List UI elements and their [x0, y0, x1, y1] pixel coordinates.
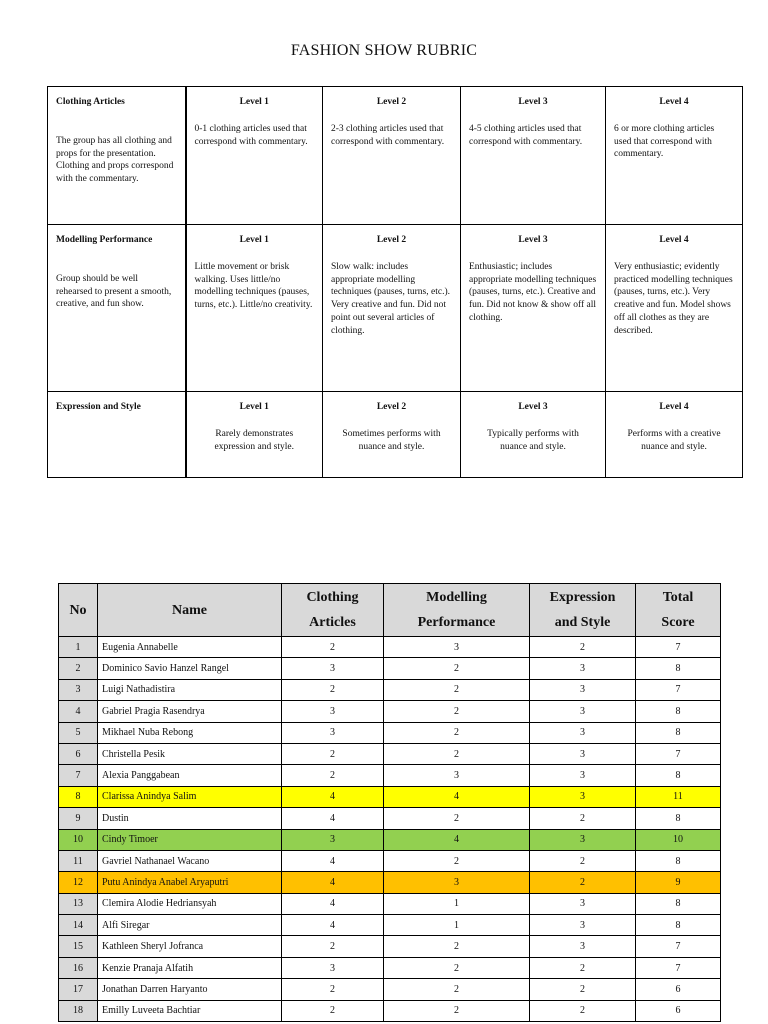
- cell-modelling: 2: [384, 701, 530, 722]
- cell-expression: 3: [530, 722, 636, 743]
- level-label: Level 4: [659, 97, 689, 107]
- cell-name: Clarissa Anindya Salim: [98, 786, 282, 807]
- cell-clothing: 4: [282, 850, 384, 871]
- table-row: [59, 957, 721, 978]
- cell-modelling: 1: [384, 893, 530, 914]
- cell-no: 17: [59, 979, 98, 1000]
- level-cell: [323, 225, 461, 392]
- cell-expression: 2: [530, 872, 636, 893]
- cell-expression: 2: [530, 957, 636, 978]
- cell-total: 7: [636, 679, 721, 700]
- cell-clothing: 2: [282, 679, 384, 700]
- level-description: 4-5 clothing articles used that correspond with commentary.: [469, 123, 583, 147]
- cell-total: 8: [636, 808, 721, 829]
- table-row: [59, 658, 721, 679]
- cell-expression: 3: [530, 701, 636, 722]
- level-description: 6 or more clothing articles used that correspond with commentary.: [614, 123, 715, 160]
- cell-no: 16: [59, 957, 98, 978]
- level-description: Enthusiastic; includes appropriate modelling techniques (pauses, turns, etc.). Creative and fun. Did not know & show off all clothing.: [469, 261, 597, 324]
- cell-no: 10: [59, 829, 98, 850]
- level-description: Slow walk: includes appropriate modelling techniques (pauses, turns, etc.). Very creative and fun. Did not point out several articles of clothing.: [331, 261, 450, 336]
- cell-expression: 3: [530, 786, 636, 807]
- cell-modelling: 3: [384, 637, 530, 658]
- level-label: Level 4: [659, 235, 689, 245]
- cell-expression: 2: [530, 808, 636, 829]
- page-title: FASHION SHOW RUBRIC: [290, 42, 478, 59]
- table-row: [59, 743, 721, 764]
- scores-header-row: [59, 584, 721, 637]
- cell-clothing: 4: [282, 915, 384, 936]
- cell-modelling: 3: [384, 872, 530, 893]
- cell-clothing: 2: [282, 765, 384, 786]
- cell-name: Emilly Luveeta Bachtiar: [98, 1000, 282, 1021]
- cell-total: 7: [636, 957, 721, 978]
- table-row: [59, 915, 721, 936]
- cell-no: 18: [59, 1000, 98, 1021]
- level-cell: [186, 87, 323, 225]
- level-description: Very enthusiastic; evidently practiced modelling techniques (pauses, turns, etc.). Very creative and fun. Model shows off all clothes as they are described.: [614, 261, 733, 336]
- header-expression-style: Expression and Style: [530, 584, 636, 637]
- cell-expression: 3: [530, 829, 636, 850]
- level-description: Performs with a creative nuance and style.: [627, 428, 721, 452]
- cell-clothing: 4: [282, 893, 384, 914]
- cell-total: 7: [636, 743, 721, 764]
- cell-name: Christella Pesik: [98, 743, 282, 764]
- cell-clothing: 3: [282, 957, 384, 978]
- cell-name: Alexia Panggabean: [98, 765, 282, 786]
- cell-modelling: 4: [384, 829, 530, 850]
- level-cell: [323, 87, 461, 225]
- cell-modelling: 2: [384, 936, 530, 957]
- cell-name: Mikhael Nuba Rebong: [98, 722, 282, 743]
- cell-no: 15: [59, 936, 98, 957]
- level-cell: [186, 225, 323, 392]
- cell-no: 2: [59, 658, 98, 679]
- cell-expression: 3: [530, 893, 636, 914]
- table-row: [59, 679, 721, 700]
- criterion-name: Expression and Style: [56, 402, 141, 412]
- header-no: No: [59, 584, 98, 637]
- cell-no: 5: [59, 722, 98, 743]
- cell-name: Cindy Timoer: [98, 829, 282, 850]
- cell-modelling: 2: [384, 658, 530, 679]
- table-row: [59, 722, 721, 743]
- cell-clothing: 2: [282, 936, 384, 957]
- cell-name: Kenzie Pranaja Alfatih: [98, 957, 282, 978]
- cell-total: 8: [636, 658, 721, 679]
- cell-name: Kathleen Sheryl Jofranca: [98, 936, 282, 957]
- level-cell: [186, 392, 323, 478]
- cell-total: 7: [636, 936, 721, 957]
- level-description: Typically performs with nuance and style.: [487, 428, 579, 452]
- cell-name: Luigi Nathadistira: [98, 679, 282, 700]
- cell-name: Dominico Savio Hanzel Rangel: [98, 658, 282, 679]
- cell-expression: 3: [530, 658, 636, 679]
- header-modelling-performance: Modelling Performance: [384, 584, 530, 637]
- criterion-name: Modelling Performance: [56, 235, 153, 245]
- cell-clothing: 2: [282, 979, 384, 1000]
- cell-expression: 3: [530, 743, 636, 764]
- criterion-description: Group should be well rehearsed to present a smooth, creative, and fun show.: [56, 273, 172, 310]
- level-cell: [606, 392, 743, 478]
- cell-total: 6: [636, 979, 721, 1000]
- cell-clothing: 3: [282, 829, 384, 850]
- cell-modelling: 2: [384, 743, 530, 764]
- cell-no: 4: [59, 701, 98, 722]
- cell-name: Clemira Alodie Hedriansyah: [98, 893, 282, 914]
- header-name: Name: [98, 584, 282, 637]
- cell-modelling: 2: [384, 1000, 530, 1021]
- cell-name: Gavriel Nathanael Wacano: [98, 850, 282, 871]
- scores-body: [59, 637, 721, 1022]
- table-row: [59, 1000, 721, 1021]
- table-row: [59, 893, 721, 914]
- level-description: 0-1 clothing articles used that correspond with commentary.: [194, 123, 308, 147]
- table-row: [59, 829, 721, 850]
- table-row: [59, 637, 721, 658]
- table-row: [59, 872, 721, 893]
- cell-modelling: 2: [384, 850, 530, 871]
- rubric-row-clothing: [48, 87, 743, 225]
- cell-total: 6: [636, 1000, 721, 1021]
- cell-modelling: 2: [384, 957, 530, 978]
- level-description: Rarely demonstrates expression and style.: [214, 428, 294, 452]
- cell-expression: 2: [530, 850, 636, 871]
- cell-modelling: 2: [384, 979, 530, 1000]
- rubric-row-expression: [48, 392, 743, 478]
- level-description: Sometimes performs with nuance and style.: [342, 428, 441, 452]
- cell-total: 7: [636, 637, 721, 658]
- level-cell: [606, 225, 743, 392]
- level-cell: [606, 87, 743, 225]
- cell-expression: 3: [530, 679, 636, 700]
- table-row: [59, 765, 721, 786]
- cell-modelling: 2: [384, 722, 530, 743]
- cell-no: 13: [59, 893, 98, 914]
- header-total-score: Total Score: [636, 584, 721, 637]
- cell-clothing: 3: [282, 701, 384, 722]
- level-label: Level 4: [659, 402, 689, 412]
- criterion-description: The group has all clothing and props for the presentation. Clothing and props correspond with the commentary.: [56, 135, 174, 185]
- cell-name: Putu Anindya Anabel Aryaputri: [98, 872, 282, 893]
- level-description: 2-3 clothing articles used that correspond with commentary.: [331, 123, 445, 147]
- table-row: [59, 936, 721, 957]
- level-label: Level 1: [239, 97, 269, 107]
- cell-expression: 3: [530, 936, 636, 957]
- cell-expression: 3: [530, 765, 636, 786]
- level-cell: [461, 392, 606, 478]
- cell-no: 12: [59, 872, 98, 893]
- table-row: [59, 850, 721, 871]
- level-label: Level 3: [518, 235, 548, 245]
- cell-no: 1: [59, 637, 98, 658]
- criterion-cell: [48, 225, 186, 392]
- cell-name: Dustin: [98, 808, 282, 829]
- cell-modelling: 2: [384, 679, 530, 700]
- cell-no: 7: [59, 765, 98, 786]
- criterion-name: Clothing Articles: [56, 97, 125, 107]
- scores-table: [58, 583, 721, 1022]
- cell-total: 9: [636, 872, 721, 893]
- level-label: Level 2: [376, 97, 407, 107]
- cell-total: 8: [636, 701, 721, 722]
- rubric-table: [47, 86, 743, 478]
- cell-total: 8: [636, 893, 721, 914]
- cell-name: Alfi Siregar: [98, 915, 282, 936]
- cell-modelling: 4: [384, 786, 530, 807]
- level-cell: [461, 225, 606, 392]
- rubric-row-modelling: [48, 225, 743, 392]
- cell-modelling: 2: [384, 808, 530, 829]
- cell-total: 8: [636, 722, 721, 743]
- cell-no: 3: [59, 679, 98, 700]
- table-row: [59, 979, 721, 1000]
- level-cell: [461, 87, 606, 225]
- level-label: Level 1: [239, 402, 269, 412]
- cell-clothing: 4: [282, 872, 384, 893]
- criterion-cell: [48, 87, 186, 225]
- cell-total: 10: [636, 829, 721, 850]
- cell-clothing: 3: [282, 658, 384, 679]
- cell-clothing: 2: [282, 637, 384, 658]
- cell-name: Eugenia Annabelle: [98, 637, 282, 658]
- cell-modelling: 3: [384, 765, 530, 786]
- table-row: [59, 701, 721, 722]
- cell-name: Gabriel Pragia Rasendrya: [98, 701, 282, 722]
- cell-clothing: 2: [282, 1000, 384, 1021]
- level-label: Level 1: [239, 235, 269, 245]
- level-description: Little movement or brisk walking. Uses little/no modelling techniques (pauses, turns, etc.). Little/no creativity.: [194, 261, 313, 311]
- level-cell: [323, 392, 461, 478]
- cell-no: 11: [59, 850, 98, 871]
- cell-no: 9: [59, 808, 98, 829]
- cell-modelling: 1: [384, 915, 530, 936]
- table-row: [59, 808, 721, 829]
- cell-total: 8: [636, 850, 721, 871]
- cell-name: Jonathan Darren Haryanto: [98, 979, 282, 1000]
- cell-total: 8: [636, 765, 721, 786]
- cell-expression: 2: [530, 637, 636, 658]
- cell-clothing: 4: [282, 786, 384, 807]
- cell-expression: 2: [530, 979, 636, 1000]
- cell-clothing: 3: [282, 722, 384, 743]
- cell-no: 14: [59, 915, 98, 936]
- level-label: Level 2: [376, 402, 407, 412]
- cell-no: 6: [59, 743, 98, 764]
- cell-total: 11: [636, 786, 721, 807]
- cell-expression: 2: [530, 1000, 636, 1021]
- level-label: Level 3: [518, 402, 548, 412]
- cell-clothing: 4: [282, 808, 384, 829]
- cell-no: 8: [59, 786, 98, 807]
- header-clothing-articles: Clothing Articles: [282, 584, 384, 637]
- cell-expression: 3: [530, 915, 636, 936]
- cell-total: 8: [636, 915, 721, 936]
- criterion-cell: [48, 392, 186, 478]
- table-row: [59, 786, 721, 807]
- level-label: Level 2: [376, 235, 407, 245]
- level-label: Level 3: [518, 97, 548, 107]
- cell-clothing: 2: [282, 743, 384, 764]
